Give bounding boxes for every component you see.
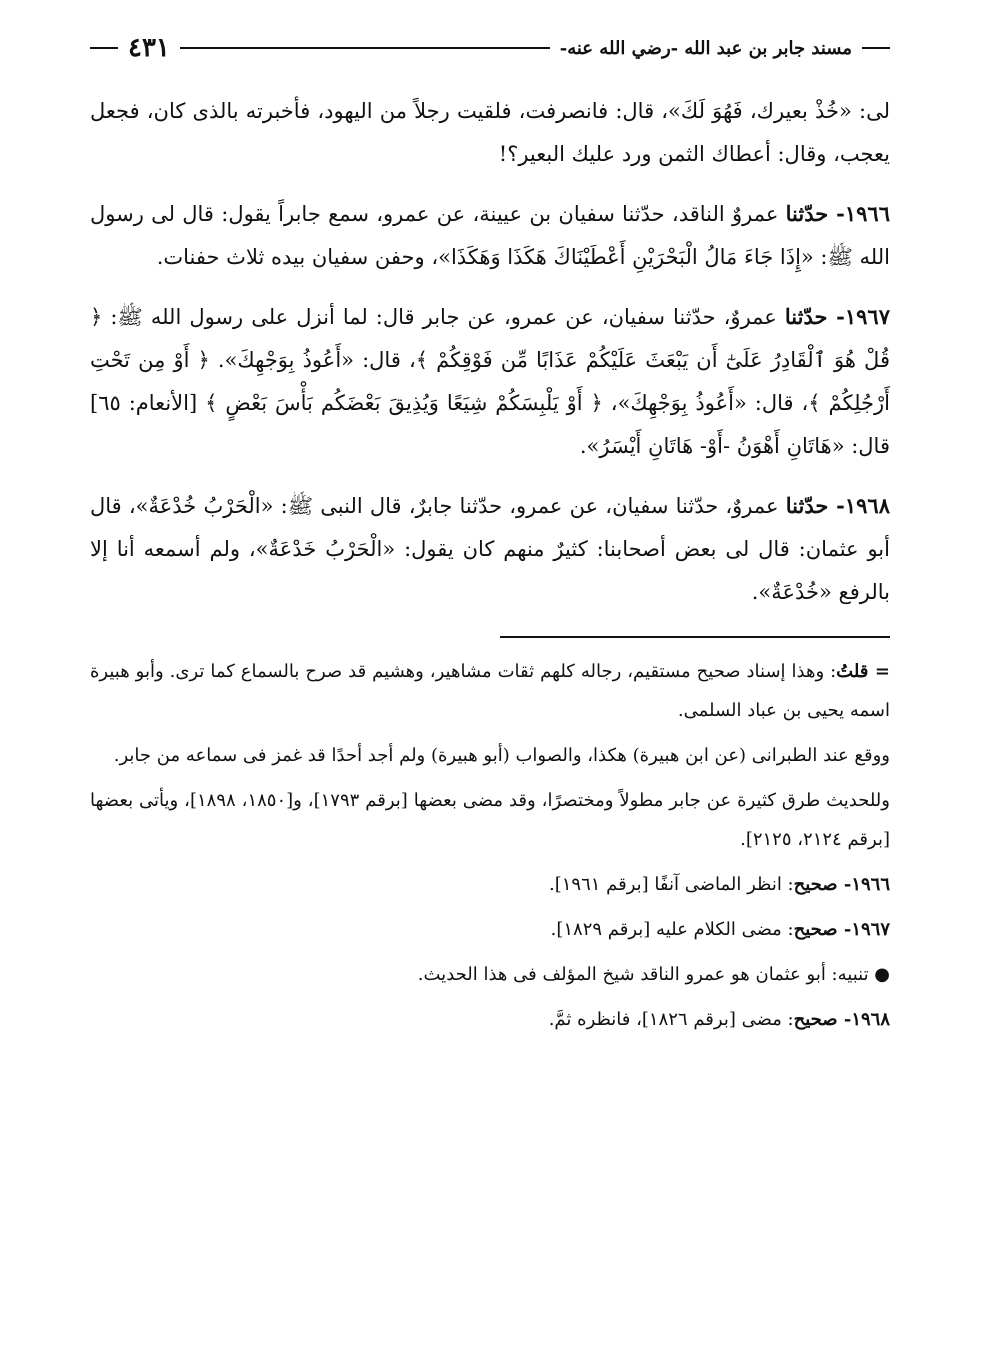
paragraph-continuation: لى: «خُذْ بعيرك، فَهُوَ لَكَ»، قال: فانصرفت، فلقيت رجلاً من اليهود، فأخبرته بالذى كان، فجعل يعجب، وقال: أعطاك الثمن ورد عليك البعير؟! [90,99,890,166]
hadith-1966 [90,192,890,279]
footnote-lead: ١٩٦٨- صحيح [793,1009,890,1030]
hadith-text: عمروٌ، حدّثنا سفيان، عن عمرو، حدّثنا جابرٌ، قال النبى ﷺ: «الْحَرْبُ خُدْعَةٌ»، قال أبو عثمان: قال لى بعض أصحابنا: كثيرٌ منهم كان يقول: «الْحَرْبُ خَدْعَةٌ»، ولم أسمعه أنا إلا بالرفع «خُدْعَةٌ». [90,494,890,604]
main-text [90,90,890,614]
footnote-1966 [90,865,890,904]
hadith-number: ١٩٦٧- حدّثنا [784,304,890,329]
footnote-divider [500,636,890,638]
footnote-text: : مضى [برقم ١٨٢٦]، فانظره ثمَّ. [548,1009,794,1030]
hadith-text: عمروٌ، حدّثنا سفيان، عن عمرو، عن جابر قال: لما أنزل على رسول الله ﷺ: ﴿ قُلْ هُوَ ٱلْقَادِرُ عَلَىٰٓ أَن يَبْعَثَ عَلَيْكُمْ عَذَابًا مِّن فَوْقِكُمْ ﴾، قال: «أَعُوذُ بِوَجْهِكَ». ﴿ أَوْ مِن تَحْتِ أَرْجُلِكُمْ ﴾، قال: «أَعُوذُ بِوَجْهِكَ»، ﴿ أَوْ يَلْبِسَكُمْ شِيَعًا وَيُذِيقَ بَعْضَكُم بَأْسَ بَعْضٍ ﴾ [الأنعام: ٦٥] قال: «هَاتَانِ أَهْوَنُ -أَوْ- هَاتَانِ أَيْسَرُ». [90,305,890,458]
footnote-text: : مضى الكلام عليه [برقم ١٨٢٩]. [550,919,794,940]
footnote-1968 [90,1000,890,1039]
hadith-number: ١٩٦٨- حدّثنا [785,493,890,518]
footnote-tabarani: ووقع عند الطبرانى (عن ابن هبيرة) هكذا، والصواب (أبو هبيرة) ولم أجد أحدًا قد غمز فى سماعه من جابر. [113,745,890,766]
header-rule [180,47,550,49]
hadith-1967 [90,295,890,468]
hadith-text: عمروٌ الناقد، حدّثنا سفيان بن عيينة، عن عمرو، سمع جابراً يقول: قال لى رسول الله ﷺ: «إِذَا جَاءَ مَالُ الْبَحْرَيْنِ أَعْطَيْنَاكَ هَكَذَا وَهَكَذَا»، وحفن سفيان بيده ثلاث حفنات. [90,202,890,269]
footnote-continued [90,652,890,730]
footnote-lead: = قلتُ [836,661,890,682]
footnotes [90,652,890,1039]
footnote-lead: ١٩٦٧- صحيح [793,919,890,940]
footnote-lead: ١٩٦٦- صحيح [793,874,890,895]
hadith-1968 [90,484,890,614]
header-rule-start [862,47,890,49]
hadith-number: ١٩٦٦- حدّثنا [785,201,890,226]
running-title: مسند جابر بن عبد الله -رضي الله عنه- [559,37,852,59]
footnote-paths: وللحديث طرق كثيرة عن جابر مطولاً ومختصرًا، وقد مضى بعضها [برقم ١٧٩٣]، و[١٨٥٠، ١٨٩٨]، ويأتى بعضها [برقم ٢١٢٤، ٢١٢٥]. [90,790,890,850]
footnote-1967 [90,910,890,949]
page-number: ٤٣١ [128,33,170,63]
footnote-text: : وهذا إسناد صحيح مستقيم، رجاله كلهم ثقات مشاهير، وهشيم قد صرح بالسماع كما ترى. وأبو هبيرة اسمه يحيى بن عباد السلمى. [90,661,890,721]
footnote-notice: ● تنبيه: أبو عثمان هو عمرو الناقد شيخ المؤلف فى هذا الحديث. [417,964,890,985]
header-rule-end [90,47,118,49]
footnote-text: : انظر الماضى آنفًا [برقم ١٩٦١]. [549,874,794,895]
page-header [90,30,890,66]
